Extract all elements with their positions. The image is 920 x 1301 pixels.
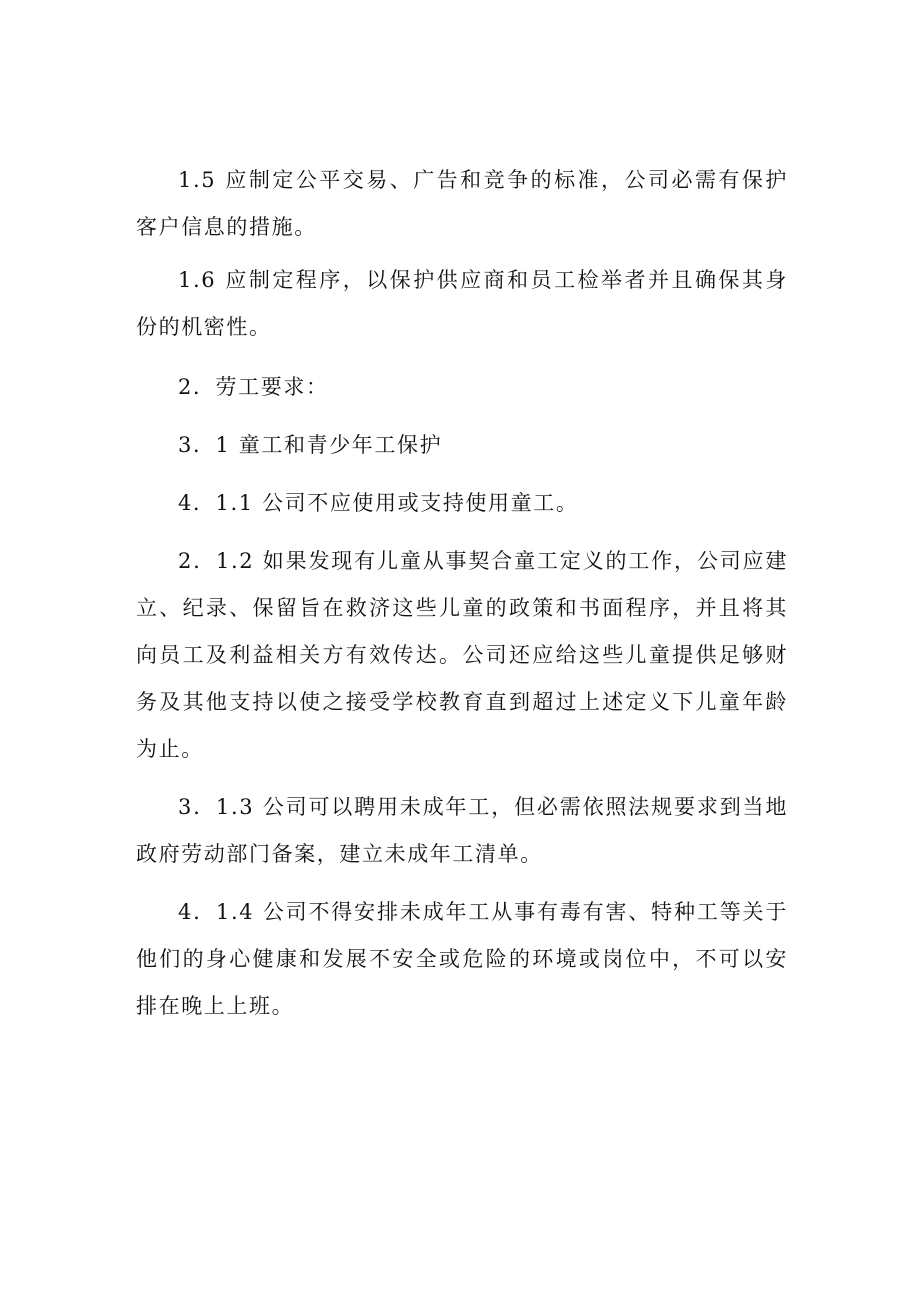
paragraph-1-1-1: 4．1.1 公司不应使用或支持使用童工。 xyxy=(178,491,579,515)
paragraph-labor-requirements: 2．劳工要求： xyxy=(178,375,329,399)
paragraph-1-1-3: 3．1.3 公司可以聘用未成年工，但必需依照法规要求到当地政府劳动部门备案，建立未成年工清单。 xyxy=(136,795,788,866)
paragraph-1-6: 1.6 应制定程序，以保护供应商和员工检举者并且确保其身份的机密性。 xyxy=(136,268,788,339)
paragraph-1-1-2: 2．1.2 如果发现有儿童从事契合童工定义的工作，公司应建立、纪录、保留旨在救济这些儿童的政策和书面程序，并且将其向员工及利益相关方有效传达。公司还应给这些儿童提供足够财务及其他支持以使之接受学校教育直到超过上述定义下儿童年龄为止。 xyxy=(136,549,788,761)
paragraph-1-5: 1.5 应制定公平交易、广告和竞争的标准，公司必需有保护客户信息的措施。 xyxy=(136,168,788,239)
document-body xyxy=(136,157,788,1030)
paragraph-1-1-4: 4．1.4 公司不得安排未成年工从事有毒有害、特种工等关于他们的身心健康和发展不安全或危险的环境或岗位中，不可以安排在晚上上班。 xyxy=(136,900,788,1018)
paragraph-child-worker-protection: 3．1 童工和青少年工保护 xyxy=(178,433,443,457)
